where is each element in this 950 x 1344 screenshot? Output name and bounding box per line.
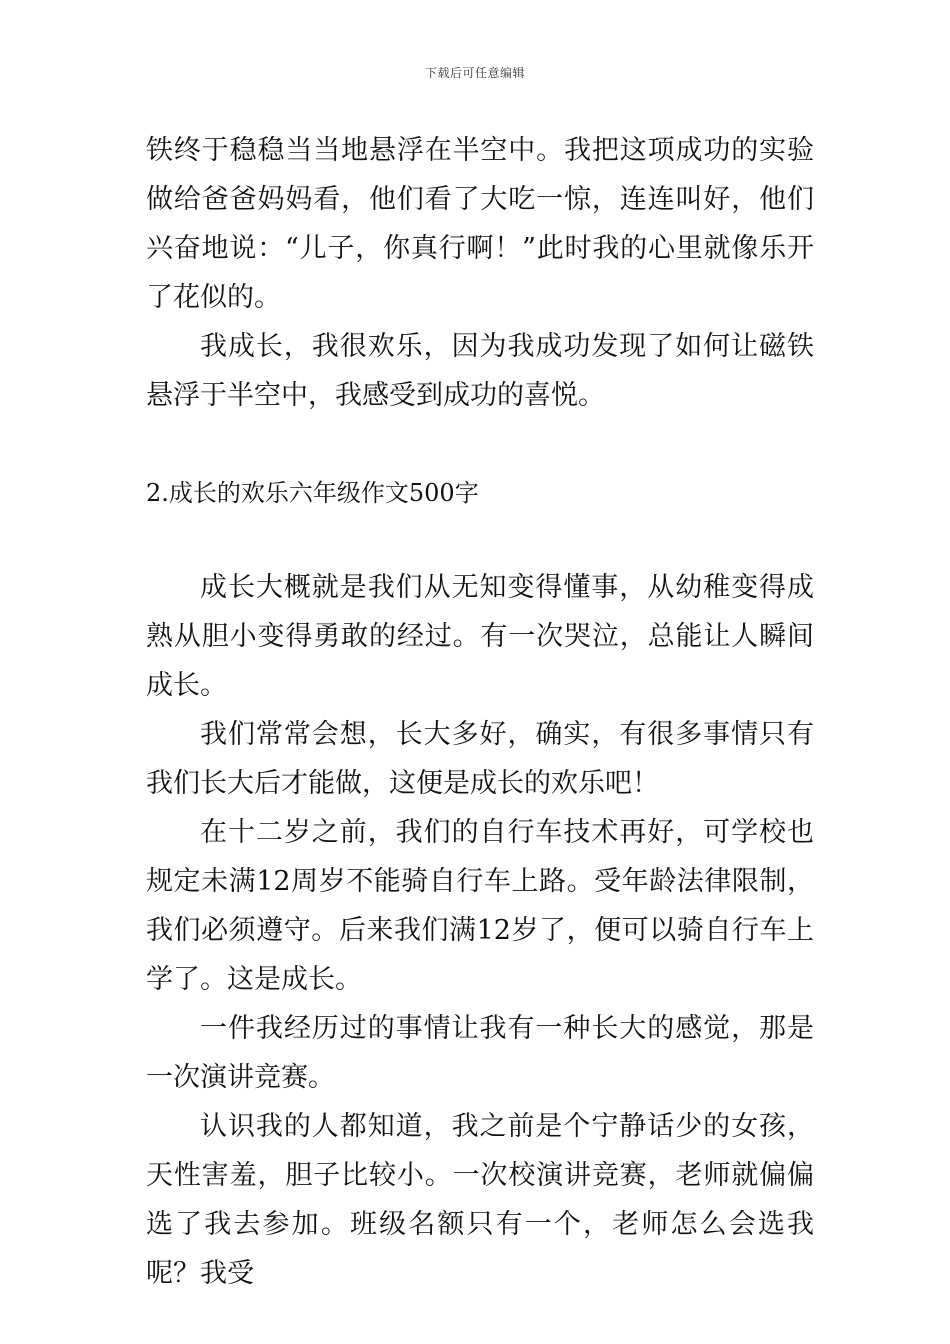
paragraph: 在十二岁之前，我们的自行车技术再好，可学校也规定未满12周岁不能骑自行车上路。受年龄法律限制，我们必须遵守。后来我们满12岁了，便可以骑自行车上学了。这是成长。 xyxy=(146,817,814,995)
spacer xyxy=(146,518,814,563)
spacer xyxy=(146,420,814,469)
page-header: 下载后可任意编辑 xyxy=(424,66,525,80)
document-body xyxy=(146,126,814,1298)
paragraph-continuation: 铁终于稳稳当当地悬浮在半空中。我把这项成功的实验做给爸爸妈妈看，他们看了大吃一惊，连连叫好，他们兴奋地说：“儿子，你真行啊！”此时我的心里就像乐开了花似的。 xyxy=(146,135,814,313)
paragraph: 成长大概就是我们从无知变得懂事，从幼稚变得成熟从胆小变得勇敢的经过。有一次哭泣，总能让人瞬间成长。 xyxy=(146,572,814,701)
paragraph: 认识我的人都知道，我之前是个宁静话少的女孩，天性害羞，胆子比较小。一次校演讲竞赛，老师就偏偏选了我去参加。班级名额只有一个，老师怎么会选我呢？我受 xyxy=(146,1111,814,1289)
paragraph: 我们常常会想，长大多好，确实，有很多事情只有我们长大后才能做，这便是成长的欢乐吧！ xyxy=(146,719,814,799)
paragraph: 一件我经历过的事情让我有一种长大的感觉，那是一次演讲竞赛。 xyxy=(146,1013,814,1093)
paragraph: 我成长，我很欢乐，因为我成功发现了如何让磁铁悬浮于半空中，我感受到成功的喜悦。 xyxy=(146,331,814,411)
section-heading: 2.成长的欢乐六年级作文500字 xyxy=(146,479,479,507)
